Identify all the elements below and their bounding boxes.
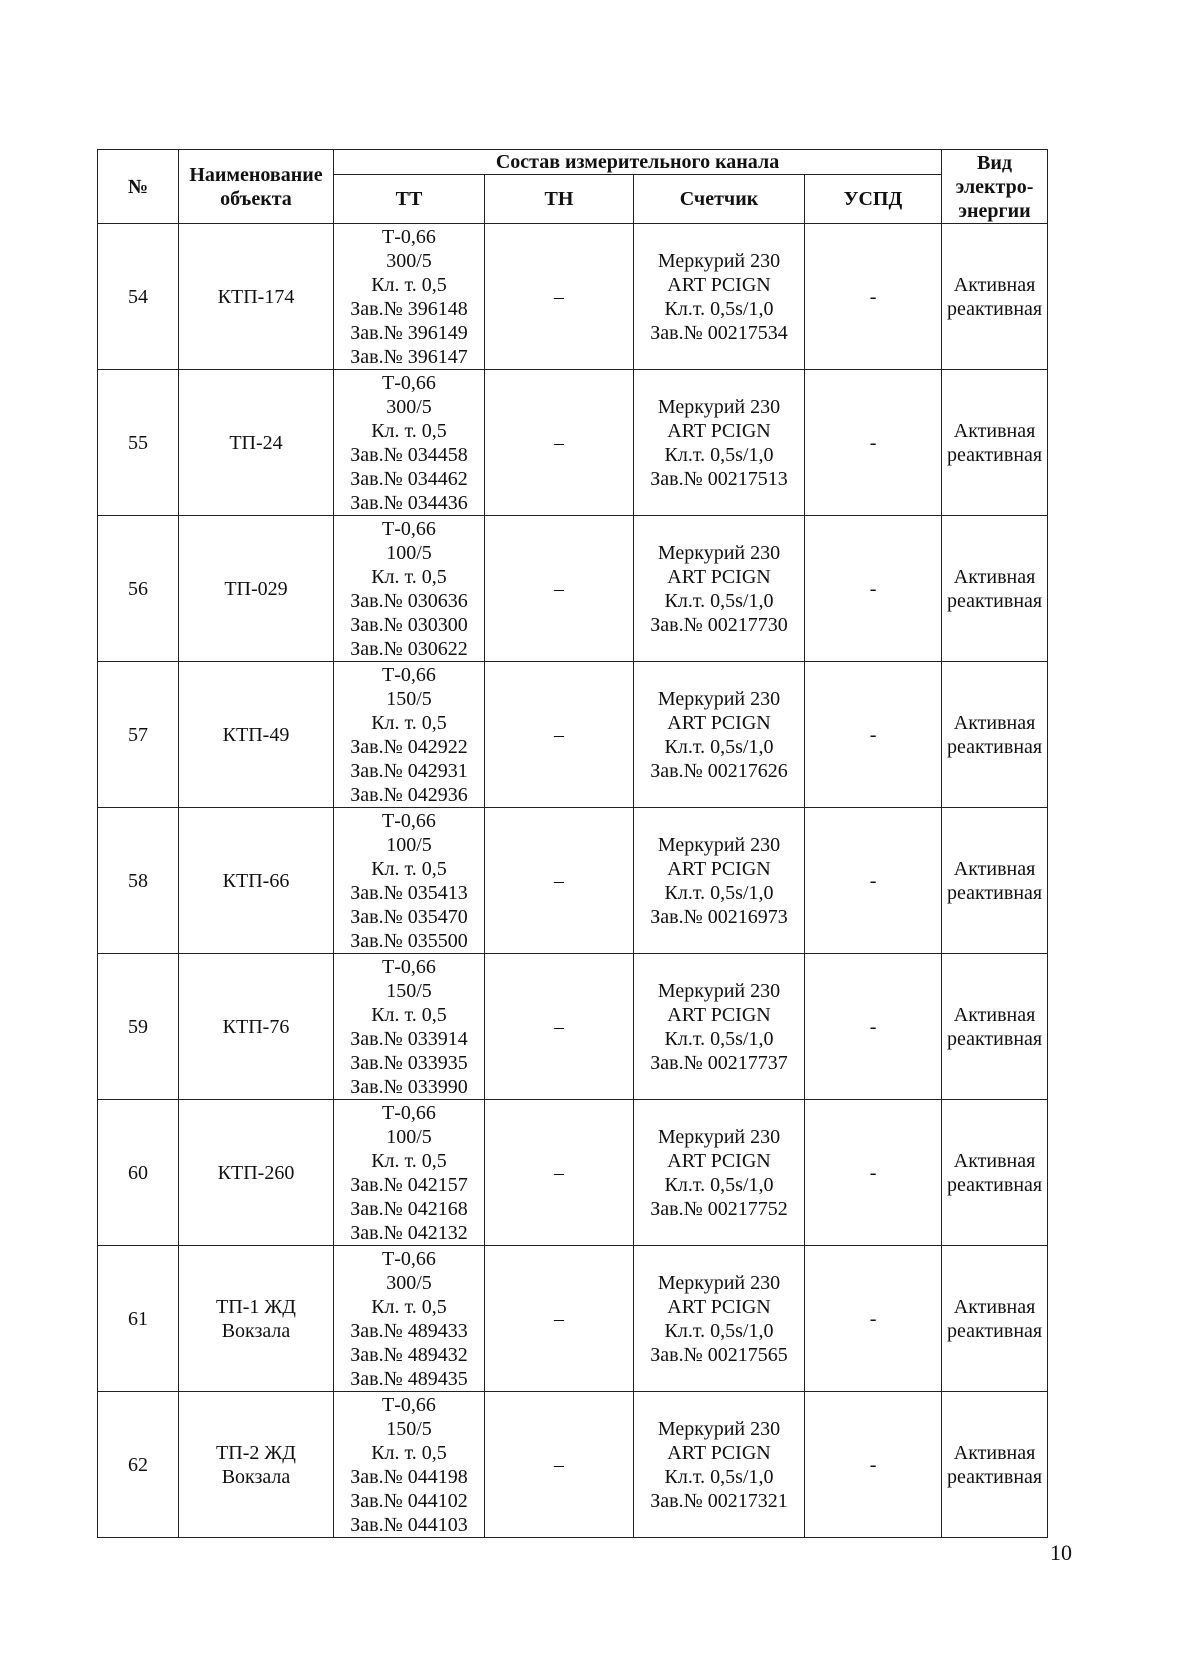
cell-tn: –: [485, 808, 634, 954]
cell-tt: Т-0,66 100/5 Кл. т. 0,5 Зав.№ 030636 Зав.№ 030300 Зав.№ 030622: [334, 516, 485, 662]
table-row: [98, 1246, 1048, 1392]
cell-tt: Т-0,66 150/5 Кл. т. 0,5 Зав.№ 044198 Зав.№ 044102 Зав.№ 044103: [334, 1392, 485, 1538]
cell-uspd: -: [805, 808, 942, 954]
cell-uspd: -: [805, 1100, 942, 1246]
measurement-channels-table: [97, 149, 1048, 1538]
header-tt: ТТ: [334, 175, 485, 224]
cell-num: 54: [98, 224, 179, 370]
cell-uspd: -: [805, 954, 942, 1100]
cell-energy-type: Активная реактивная: [942, 516, 1048, 662]
cell-energy-type: Активная реактивная: [942, 370, 1048, 516]
cell-meter: Меркурий 230 ART PCIGN Кл.т. 0,5s/1,0 Зав.№ 00217752: [634, 1100, 805, 1246]
cell-tt: Т-0,66 300/5 Кл. т. 0,5 Зав.№ 489433 Зав.№ 489432 Зав.№ 489435: [334, 1246, 485, 1392]
header-num: №: [98, 150, 179, 224]
table-row: [98, 516, 1048, 662]
cell-energy-type: Активная реактивная: [942, 1392, 1048, 1538]
cell-object-name: КТП-49: [179, 662, 334, 808]
cell-energy-type: Активная реактивная: [942, 1100, 1048, 1246]
cell-num: 60: [98, 1100, 179, 1246]
cell-tt: Т-0,66 300/5 Кл. т. 0,5 Зав.№ 034458 Зав.№ 034462 Зав.№ 034436: [334, 370, 485, 516]
cell-meter: Меркурий 230 ART PCIGN Кл.т. 0,5s/1,0 Зав.№ 00217513: [634, 370, 805, 516]
cell-meter: Меркурий 230 ART PCIGN Кл.т. 0,5s/1,0 Зав.№ 00216973: [634, 808, 805, 954]
cell-tn: –: [485, 1392, 634, 1538]
table-row: [98, 808, 1048, 954]
cell-tn: –: [485, 1100, 634, 1246]
cell-num: 59: [98, 954, 179, 1100]
cell-num: 55: [98, 370, 179, 516]
cell-num: 57: [98, 662, 179, 808]
cell-uspd: -: [805, 662, 942, 808]
table-row: [98, 954, 1048, 1100]
cell-uspd: -: [805, 1392, 942, 1538]
cell-energy-type: Активная реактивная: [942, 662, 1048, 808]
cell-energy-type: Активная реактивная: [942, 224, 1048, 370]
cell-tt: Т-0,66 100/5 Кл. т. 0,5 Зав.№ 035413 Зав.№ 035470 Зав.№ 035500: [334, 808, 485, 954]
cell-energy-type: Активная реактивная: [942, 808, 1048, 954]
cell-object-name: ТП-24: [179, 370, 334, 516]
cell-uspd: -: [805, 1246, 942, 1392]
header-uspd: УСПД: [805, 175, 942, 224]
cell-object-name: ТП-2 ЖД Вокзала: [179, 1392, 334, 1538]
cell-energy-type: Активная реактивная: [942, 954, 1048, 1100]
header-tn: ТН: [485, 175, 634, 224]
cell-object-name: КТП-76: [179, 954, 334, 1100]
cell-object-name: КТП-66: [179, 808, 334, 954]
cell-meter: Меркурий 230 ART PCIGN Кл.т. 0,5s/1,0 Зав.№ 00217730: [634, 516, 805, 662]
cell-tn: –: [485, 370, 634, 516]
page-number: 10: [1050, 1540, 1072, 1565]
cell-tn: –: [485, 1246, 634, 1392]
cell-tt: Т-0,66 100/5 Кл. т. 0,5 Зав.№ 042157 Зав.№ 042168 Зав.№ 042132: [334, 1100, 485, 1246]
cell-meter: Меркурий 230 ART PCIGN Кл.т. 0,5s/1,0 Зав.№ 00217737: [634, 954, 805, 1100]
cell-meter: Меркурий 230 ART PCIGN Кл.т. 0,5s/1,0 Зав.№ 00217321: [634, 1392, 805, 1538]
cell-meter: Меркурий 230 ART PCIGN Кл.т. 0,5s/1,0 Зав.№ 00217626: [634, 662, 805, 808]
cell-tt: Т-0,66 300/5 Кл. т. 0,5 Зав.№ 396148 Зав.№ 396149 Зав.№ 396147: [334, 224, 485, 370]
cell-object-name: КТП-174: [179, 224, 334, 370]
cell-meter: Меркурий 230 ART PCIGN Кл.т. 0,5s/1,0 Зав.№ 00217565: [634, 1246, 805, 1392]
cell-uspd: -: [805, 370, 942, 516]
cell-energy-type: Активная реактивная: [942, 1246, 1048, 1392]
table-row: [98, 370, 1048, 516]
table-row: [98, 662, 1048, 808]
cell-tn: –: [485, 516, 634, 662]
cell-uspd: -: [805, 516, 942, 662]
cell-num: 61: [98, 1246, 179, 1392]
cell-num: 62: [98, 1392, 179, 1538]
table-row: [98, 1100, 1048, 1246]
cell-num: 56: [98, 516, 179, 662]
cell-uspd: -: [805, 224, 942, 370]
cell-meter: Меркурий 230 ART PCIGN Кл.т. 0,5s/1,0 Зав.№ 00217534: [634, 224, 805, 370]
cell-num: 58: [98, 808, 179, 954]
cell-object-name: ТП-1 ЖД Вокзала: [179, 1246, 334, 1392]
cell-tt: Т-0,66 150/5 Кл. т. 0,5 Зав.№ 033914 Зав.№ 033935 Зав.№ 033990: [334, 954, 485, 1100]
cell-tn: –: [485, 224, 634, 370]
cell-tn: –: [485, 954, 634, 1100]
header-meter: Счетчик: [634, 175, 805, 224]
header-energy-type: Вид электро-энергии: [942, 150, 1048, 224]
cell-object-name: ТП-029: [179, 516, 334, 662]
cell-tt: Т-0,66 150/5 Кл. т. 0,5 Зав.№ 042922 Зав.№ 042931 Зав.№ 042936: [334, 662, 485, 808]
cell-object-name: КТП-260: [179, 1100, 334, 1246]
header-channel-group: Состав измерительного канала: [334, 150, 942, 175]
table-row: [98, 1392, 1048, 1538]
table-row: [98, 224, 1048, 370]
header-object-name: Наименование объекта: [179, 150, 334, 224]
cell-tn: –: [485, 662, 634, 808]
